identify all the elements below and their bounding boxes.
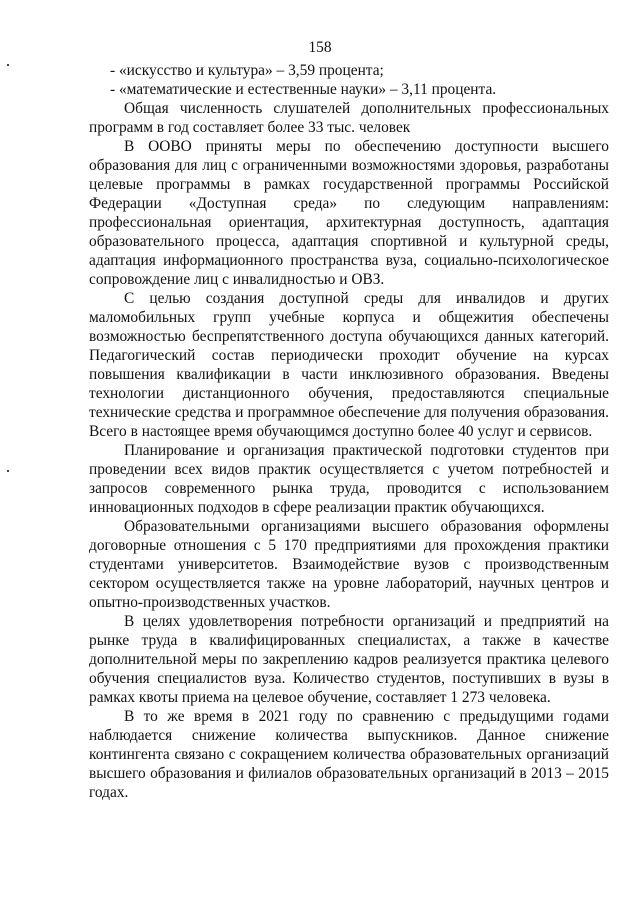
page-number: 158: [308, 39, 332, 56]
paragraph-practical-training: Планирование и организация практической подготовки студентов при проведении всех видов практик осуществляется с учетом потребностей и запросов современного рынка труда, проводится с использованием инновационных подходов в сфере реализации практик обучающихся.: [89, 442, 609, 516]
paragraph-graduates-decline: В то же время в 2021 году по сравнению с предыдущими годами наблюдается снижение количества выпускников. Данное снижение контингента связано с сокращением количества образовательных организаций высшего образования и филиалов образовательных организаций в 2013 – 2015 годах.: [89, 708, 609, 801]
paragraph-accessibility: В ООВО приняты меры по обеспечению доступности высшего образования для лиц с ограниченными возможностями здоровья, разработаны целевые программы в рамках государственной программы Российской Федерации «Доступная среда» по следующим направлениям: профессиональная ориентация, архитектурная доступность, адаптация образовательного процесса, адаптация спортивной и культурной среды, адаптация информационного пространства вуза, социально-психологическое сопровождение лиц с инвалидностью и ОВЗ.: [89, 138, 609, 288]
paragraph-accessible-environment: С целью создания доступной среды для инвалидов и других маломобильных групп учебные корпуса и общежития обеспечены возможностью беспрепятственного доступа обучающихся данных категорий. Педагогический состав периодически проходит обучение на курсах повышения квалификации в части инклюзивного образования. Введены технологии дистанционного обучения, предоставляются специальные технические средства и программное обеспечение для получения образования. Всего в настоящее время обучающимся доступно более 40 услуг и сервисов.: [89, 290, 609, 440]
list-item-arts: - «искусство и культура» – 3,59 процента;: [110, 62, 384, 79]
paragraph-listeners: Общая численность слушателей дополнительных профессиональных программ в год составляет более 33 тыс. человек: [89, 100, 609, 136]
list-item-sciences: - «математические и естественные науки» – 3,11 процента.: [110, 81, 497, 98]
paragraph-contracts: Образовательными организациями высшего образования оформлены договорные отношения с 5 170 предприятиями для прохождения практики студентами университетов. Взаимодействие вузов с производственным сектором осуществляется также на уровне лабораторий, научных центров и опытно-производственных участков.: [89, 518, 609, 611]
margin-mark: [7, 470, 9, 472]
margin-mark: [7, 64, 9, 66]
paragraph-targeted-training: В целях удовлетворения потребности организаций и предприятий на рынке труда в квалифицированных специалистах, а также в качестве дополнительной меры по закреплению кадров реализуется практика целевого обучения специалистов вуза. Количество студентов, поступивших в вузы в рамках квоты приема на целевое обучение, составляет 1 273 человека.: [89, 613, 609, 706]
body-text: [89, 61, 609, 802]
